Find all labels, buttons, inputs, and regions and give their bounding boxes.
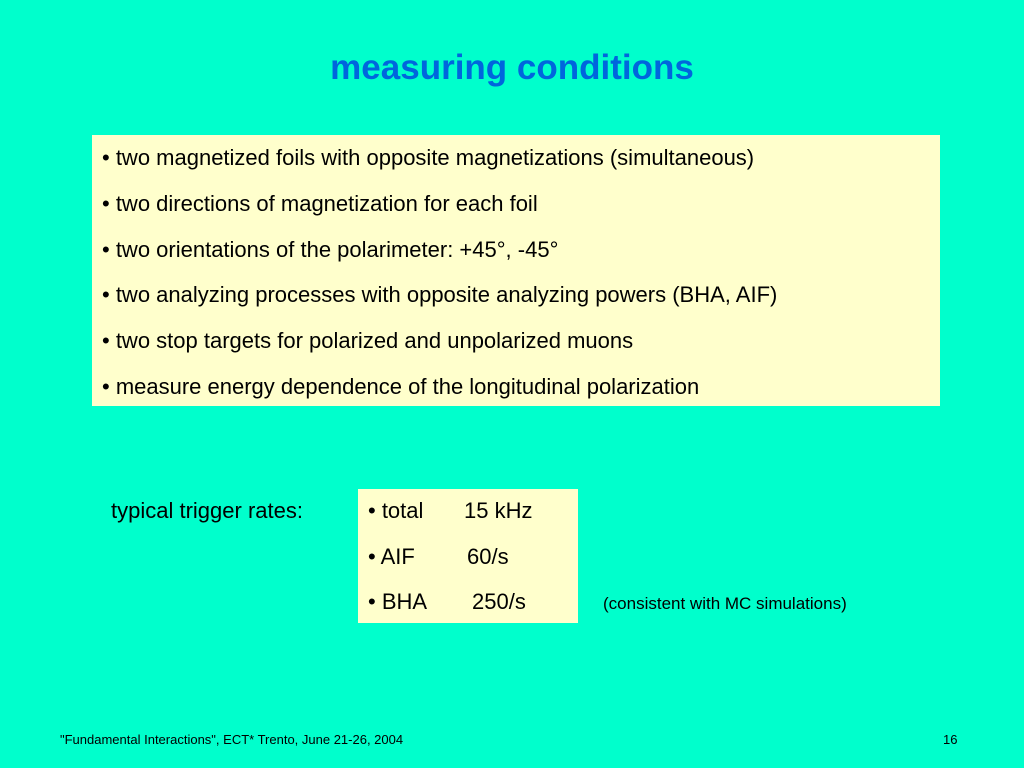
bullet-item: • two orientations of the polarimeter: +45°, -45° [102,236,559,262]
bullet-item: • two directions of magnetization for each foil [102,190,538,216]
slide-title: measuring conditions [330,48,694,87]
rate-name: • BHA [368,589,428,614]
rates-box [358,489,578,623]
conditions-box [92,135,940,406]
footer-conference: "Fundamental Interactions", ECT* Trento, June 21-26, 2004 [60,732,404,747]
rate-value: 250/s [472,589,526,614]
rate-row [368,544,578,590]
rate-value: 60/s [467,543,509,569]
rate-name: • total [368,498,424,523]
rate-row [368,498,578,544]
bullet-item: • two analyzing processes with opposite analyzing powers (BHA, AIF) [102,282,778,308]
bullet-item: • two magnetized foils with opposite magnetizations (simultaneous) [102,145,755,170]
bullet-item: • two stop targets for polarized and unpolarized muons [102,328,634,354]
rate-name: • AIF [368,543,415,569]
rate-value: 15 kHz [464,498,533,523]
page-number: 16 [943,732,958,747]
rate-row [368,589,578,635]
trigger-rates-label: typical trigger rates: [111,498,303,523]
bullet-item: • measure energy dependence of the longitudinal polarization [102,373,700,399]
simulation-note: (consistent with MC simulations) [603,594,847,613]
